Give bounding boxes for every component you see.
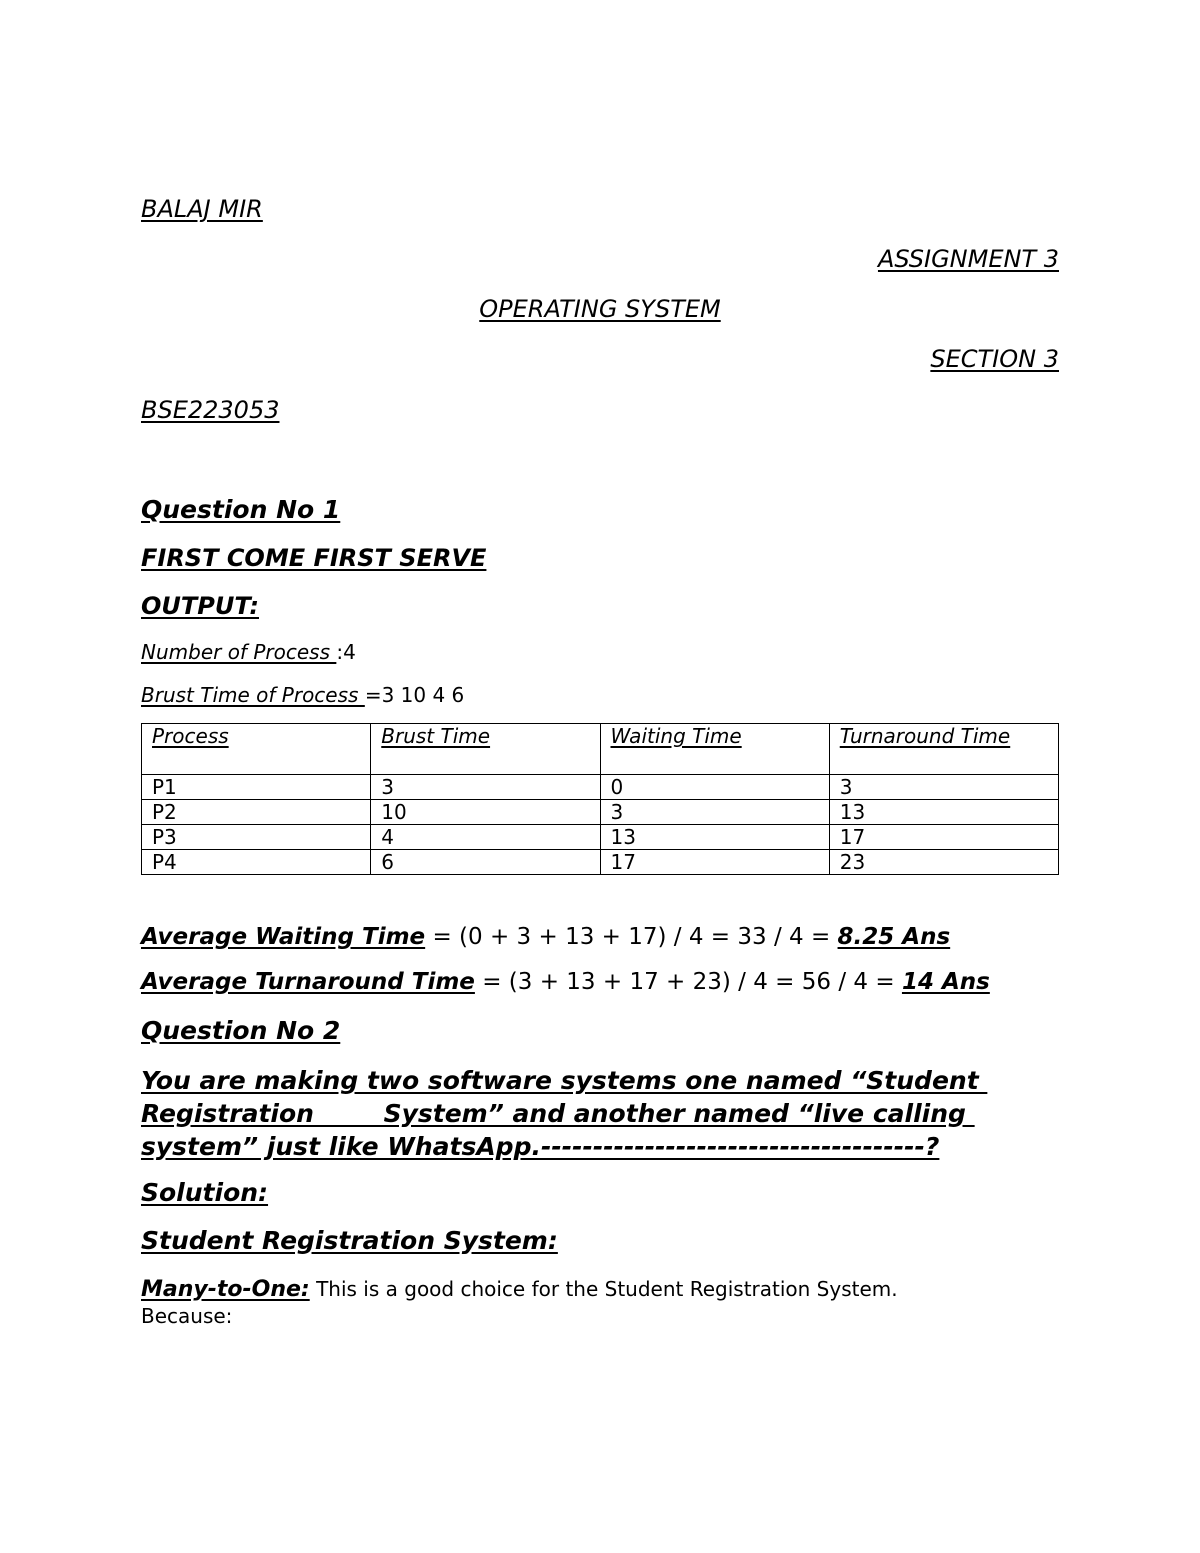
question-1-title: Question No 1 — [141, 495, 341, 524]
table-cell: 0 — [600, 775, 829, 800]
average-turnaround-time-answer: 14 Ans — [901, 969, 990, 995]
average-turnaround-time-line — [141, 969, 1059, 995]
table-row — [142, 800, 1059, 825]
burst-time-label: Brust Time of Process — [141, 683, 365, 707]
output-label: OUTPUT: — [141, 592, 259, 620]
student-name: BALAJ MIR — [141, 195, 263, 223]
column-header: Waiting Time — [600, 724, 829, 775]
course-title: OPERATING SYSTEM — [479, 295, 721, 323]
table-cell: 6 — [371, 850, 600, 875]
average-waiting-time-answer: 8.25 Ans — [837, 924, 951, 950]
table-cell: 17 — [600, 850, 829, 875]
assignment-title: ASSIGNMENT 3 — [877, 245, 1059, 273]
table-cell: P1 — [142, 775, 371, 800]
roll-number: BSE223053 — [141, 396, 280, 424]
table-cell: 23 — [829, 850, 1058, 875]
table-cell: 13 — [829, 800, 1058, 825]
column-header: Brust Time — [371, 724, 600, 775]
table-cell: 17 — [829, 825, 1058, 850]
question-2-title: Question No 2 — [141, 1016, 341, 1045]
table-header-row — [142, 724, 1059, 775]
table-cell: P2 — [142, 800, 371, 825]
table-cell: 3 — [371, 775, 600, 800]
solution-label: Solution: — [141, 1178, 269, 1207]
table-cell: 3 — [829, 775, 1058, 800]
number-of-process-label: Number of Process — [141, 640, 337, 664]
average-waiting-time-label: Average Waiting Time — [141, 924, 426, 950]
average-waiting-time-expression: = (0 + 3 + 13 + 17) / 4 = 33 / 4 = — [425, 924, 838, 950]
question-2-text-line-3: system” just like WhatsApp.-------------------------------------? — [141, 1132, 940, 1161]
student-registration-heading: Student Registration System: — [141, 1226, 558, 1255]
table-cell: P3 — [142, 825, 371, 850]
question-2-text-line-2: Registration System” and another named “live calling — [141, 1099, 975, 1128]
average-turnaround-time-expression: = (3 + 13 + 17 + 23) / 4 = 56 / 4 = — [474, 969, 902, 995]
table-cell: 4 — [371, 825, 600, 850]
average-waiting-time-line — [141, 924, 1059, 950]
number-of-process-line — [141, 640, 1059, 664]
table-cell: P4 — [142, 850, 371, 875]
table-cell: 10 — [371, 800, 600, 825]
question-2-text-line-1: You are making two software systems one named “Student — [141, 1066, 988, 1095]
average-turnaround-time-label: Average Turnaround Time — [141, 969, 475, 995]
process-table — [141, 723, 1059, 875]
many-to-one-text: This is a good choice for the Student Registration System. — [309, 1277, 898, 1301]
number-of-process-value: :4 — [336, 640, 356, 664]
table-cell: 13 — [600, 825, 829, 850]
column-header: Turnaround Time — [829, 724, 1058, 775]
burst-time-value: =3 10 4 6 — [364, 683, 465, 707]
table-row — [142, 775, 1059, 800]
because-text: Because: — [141, 1304, 233, 1328]
table-row — [142, 825, 1059, 850]
algorithm-title: FIRST COME FIRST SERVE — [141, 544, 487, 572]
many-to-one-label: Many-to-One: — [141, 1277, 310, 1302]
document-page — [141, 0, 1059, 1553]
burst-time-line — [141, 683, 1059, 707]
many-to-one-paragraph — [141, 1276, 1059, 1330]
table-row — [142, 850, 1059, 875]
section-label: SECTION 3 — [930, 345, 1059, 373]
column-header: Process — [142, 724, 371, 775]
table-cell: 3 — [600, 800, 829, 825]
